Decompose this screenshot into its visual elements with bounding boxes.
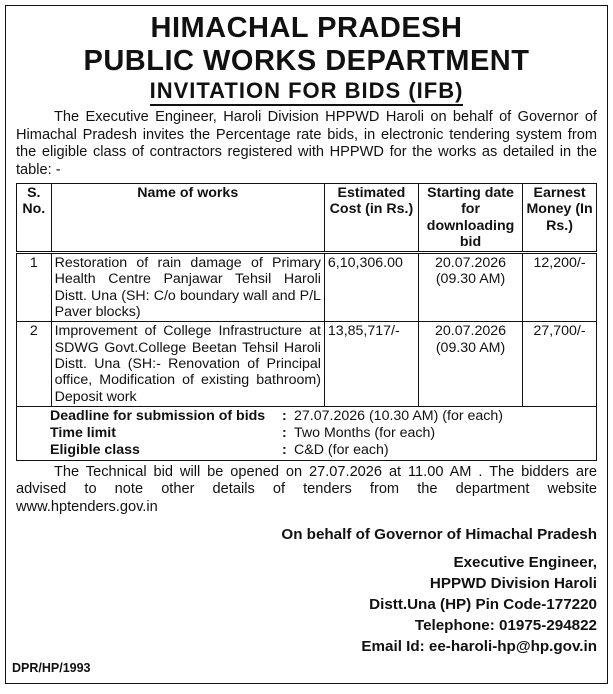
header-title-wrap	[16, 79, 597, 106]
intro-paragraph: The Executive Engineer, Haroli Division HPPWD Haroli on behalf of Governor of Himachal Pradesh invites the Percentage rate bids, in electronic tendering system from the eligible class of contractors registered with HPPWD for the works as detailed in the table: -	[16, 109, 597, 178]
deadline-label: Deadline for submission of bids	[50, 407, 266, 424]
header-state: HIMACHAL PRADESH	[150, 12, 463, 44]
table-row	[17, 322, 597, 406]
signature-email: Email Id: ee-haroli-hp@hp.gov.in	[361, 638, 597, 656]
deadline-sep: :	[282, 407, 287, 424]
signature-telephone: Telephone: 01975-294822	[414, 617, 597, 635]
signature-title: Executive Engineer,	[453, 553, 597, 571]
works-table	[16, 183, 597, 461]
signature-block	[16, 524, 597, 657]
details-row	[17, 406, 597, 460]
row-sno: 1	[17, 253, 52, 322]
eligible-class-value: C&D (for each)	[294, 441, 389, 458]
time-limit-label: Time limit	[50, 424, 116, 441]
row-cost: 13,85,717/-	[324, 322, 418, 406]
header-department: PUBLIC WORKS DEPARTMENT	[83, 45, 530, 77]
row-date: 20.07.2026	[435, 323, 507, 340]
row-date-cell	[418, 253, 522, 322]
table-row	[17, 253, 597, 322]
row-sno: 2	[17, 322, 52, 406]
row-earnest: 12,200/-	[523, 253, 597, 322]
header-title: INVITATION FOR BIDS (IFB)	[150, 79, 464, 106]
row-date-cell	[418, 322, 522, 406]
signature-behalf: On behalf of Governor of Himachal Pradesh	[281, 526, 597, 544]
table-header-row	[17, 184, 597, 253]
time-limit-row	[20, 425, 593, 442]
closing-paragraph: The Technical bid will be opened on 27.07.2026 at 11.00 AM . The bidders are advised to note other details of tenders from the department website www.hptenders.gov.in	[16, 463, 597, 515]
time-limit-sep: :	[282, 424, 287, 441]
tender-notice	[5, 5, 608, 684]
row-name: Restoration of rain damage of Primary Health Centre Panjawar Tehsil Haroli Distt. Una (SH: C/o boundary wall and P/L Paver blocks)	[51, 253, 324, 322]
details-cell	[17, 406, 597, 460]
row-name: Improvement of College Infrastructure at SDWG Govt.College Beetan Tehsil Haroli Distt. Una (SH:- Renovation of Principal office, Modification of existing bathroom) Deposit work	[51, 322, 324, 406]
header-date: Starting date for downloading bid	[418, 184, 522, 253]
row-cost: 6,10,306.00	[324, 253, 418, 322]
header-cost: Estimated Cost (in Rs.)	[324, 184, 418, 253]
reference-code: DPR/HP/1993	[12, 661, 91, 675]
deadline-row	[20, 408, 593, 425]
header-earnest: Earnest Money (In Rs.)	[523, 184, 597, 253]
row-earnest: 27,700/-	[523, 322, 597, 406]
row-time: (09.30 AM)	[435, 271, 506, 288]
eligible-class-label: Eligible class	[50, 441, 140, 458]
row-time: (09.30 AM)	[435, 339, 506, 356]
eligible-class-sep: :	[282, 441, 287, 458]
eligible-class-row	[20, 442, 593, 459]
signature-division: HPPWD Division Haroli	[429, 574, 597, 592]
signature-address: Distt.Una (HP) Pin Code-177220	[369, 595, 597, 613]
header-name: Name of works	[51, 184, 324, 253]
row-date: 20.07.2026	[435, 255, 507, 272]
header-sno: S. No.	[17, 184, 52, 253]
deadline-value: 27.07.2026 (10.30 AM) (for each)	[294, 407, 503, 424]
time-limit-value: Two Months (for each)	[294, 424, 436, 441]
